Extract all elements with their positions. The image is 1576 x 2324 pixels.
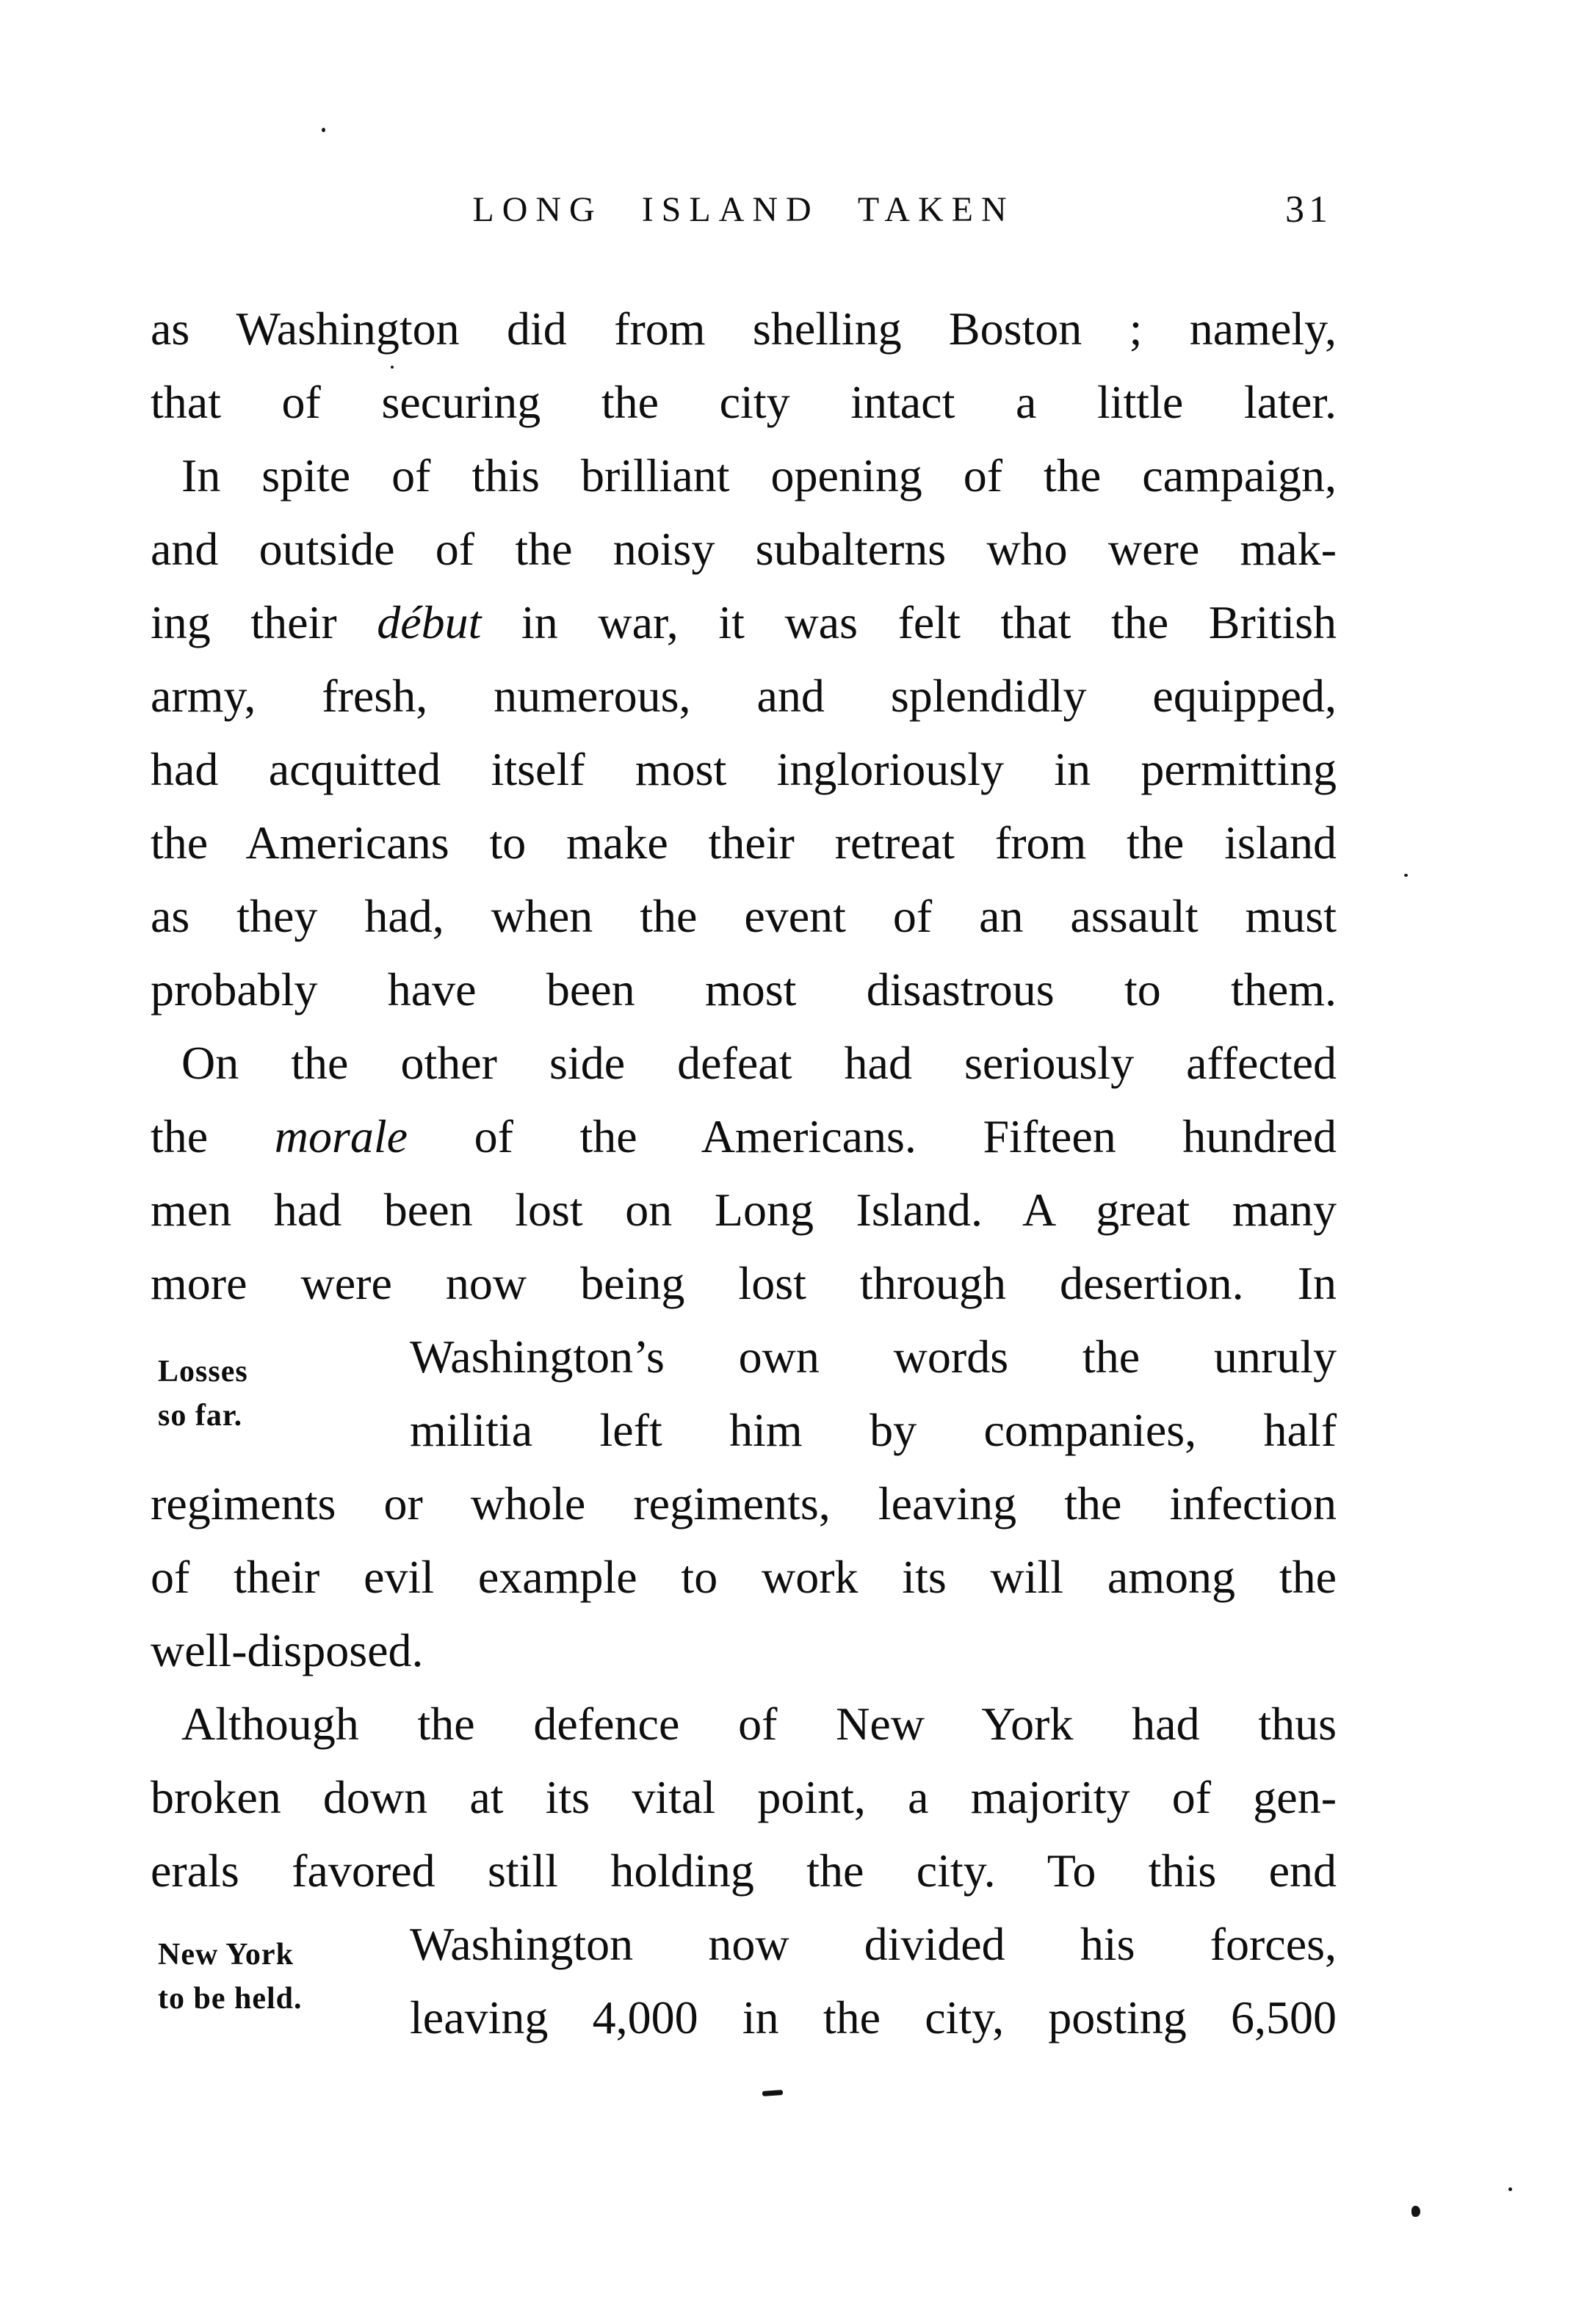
italic-word: début xyxy=(377,596,482,648)
ink-speck xyxy=(1508,2187,1512,2191)
text-line: erals favored still holding the city. To this end xyxy=(151,1845,1337,1897)
text-line: broken down at its vital point, a majority of gen- xyxy=(151,1771,1337,1823)
text-line: of their evil example to work its will among the xyxy=(151,1551,1337,1603)
text-line: On the other side defeat had seriously affected xyxy=(181,1037,1337,1089)
text-line: well-disposed. xyxy=(151,1624,424,1676)
text-line: army, fresh, numerous, and splendidly equipped, xyxy=(151,670,1337,722)
text-line: regiments or whole regiments, leaving the infection xyxy=(151,1477,1337,1530)
text-line: leaving 4,000 in the city, posting 6,500 xyxy=(410,1991,1337,2044)
ink-speck xyxy=(1411,2206,1420,2217)
text-line xyxy=(151,586,1337,659)
text-line: more were now being lost through desertion. In xyxy=(151,1257,1337,1309)
text-line: men had been lost on Long Island. A great many xyxy=(151,1184,1337,1236)
margin-note-new-york xyxy=(158,1933,371,2021)
page-header-title: LONG ISLAND TAKEN xyxy=(472,190,1015,229)
margin-note-line: to be held. xyxy=(158,1982,303,2016)
text-line: as they had, when the event of an assault must xyxy=(151,890,1337,942)
ink-speck xyxy=(1404,874,1408,877)
body-text xyxy=(151,292,1337,2055)
text-line: Washington now divided his forces, xyxy=(410,1918,1337,1970)
text-line: Washington’s own words the unruly xyxy=(410,1331,1337,1383)
ink-speck xyxy=(391,366,394,369)
text-segment: the xyxy=(151,1110,275,1162)
text-line: that of securing the city intact a little later. xyxy=(151,376,1337,428)
margin-note-losses xyxy=(158,1350,371,1438)
italic-word: morale xyxy=(274,1110,408,1162)
text-line: militia left him by companies, half xyxy=(410,1404,1337,1456)
running-header xyxy=(151,189,1337,241)
text-line: probably have been most disastrous to them. xyxy=(151,963,1337,1016)
page-number: 31 xyxy=(1285,189,1332,231)
text-line: In spite of this brilliant opening of the campaign, xyxy=(181,449,1337,502)
ink-speck xyxy=(322,128,325,132)
margin-note-line: Losses xyxy=(158,1355,248,1389)
text-segment: ing their xyxy=(151,596,377,648)
text-line: as Washington did from shelling Boston ; namely, xyxy=(151,303,1337,355)
dash-mark xyxy=(762,2090,783,2096)
margin-note-line: New York xyxy=(158,1938,294,1972)
text-segment: in war, it was felt that the British xyxy=(481,596,1337,648)
text-line: and outside of the noisy subalterns who were mak- xyxy=(151,523,1337,575)
text-line xyxy=(151,1100,1337,1173)
text-line: the Americans to make their retreat from the island xyxy=(151,817,1337,869)
text-segment: of the Americans. Fifteen hundred xyxy=(408,1110,1337,1162)
text-line: Although the defence of New York had thus xyxy=(181,1698,1337,1750)
margin-note-line: so far. xyxy=(158,1399,243,1433)
text-line: had acquitted itself most ingloriously in permitting xyxy=(151,743,1337,795)
